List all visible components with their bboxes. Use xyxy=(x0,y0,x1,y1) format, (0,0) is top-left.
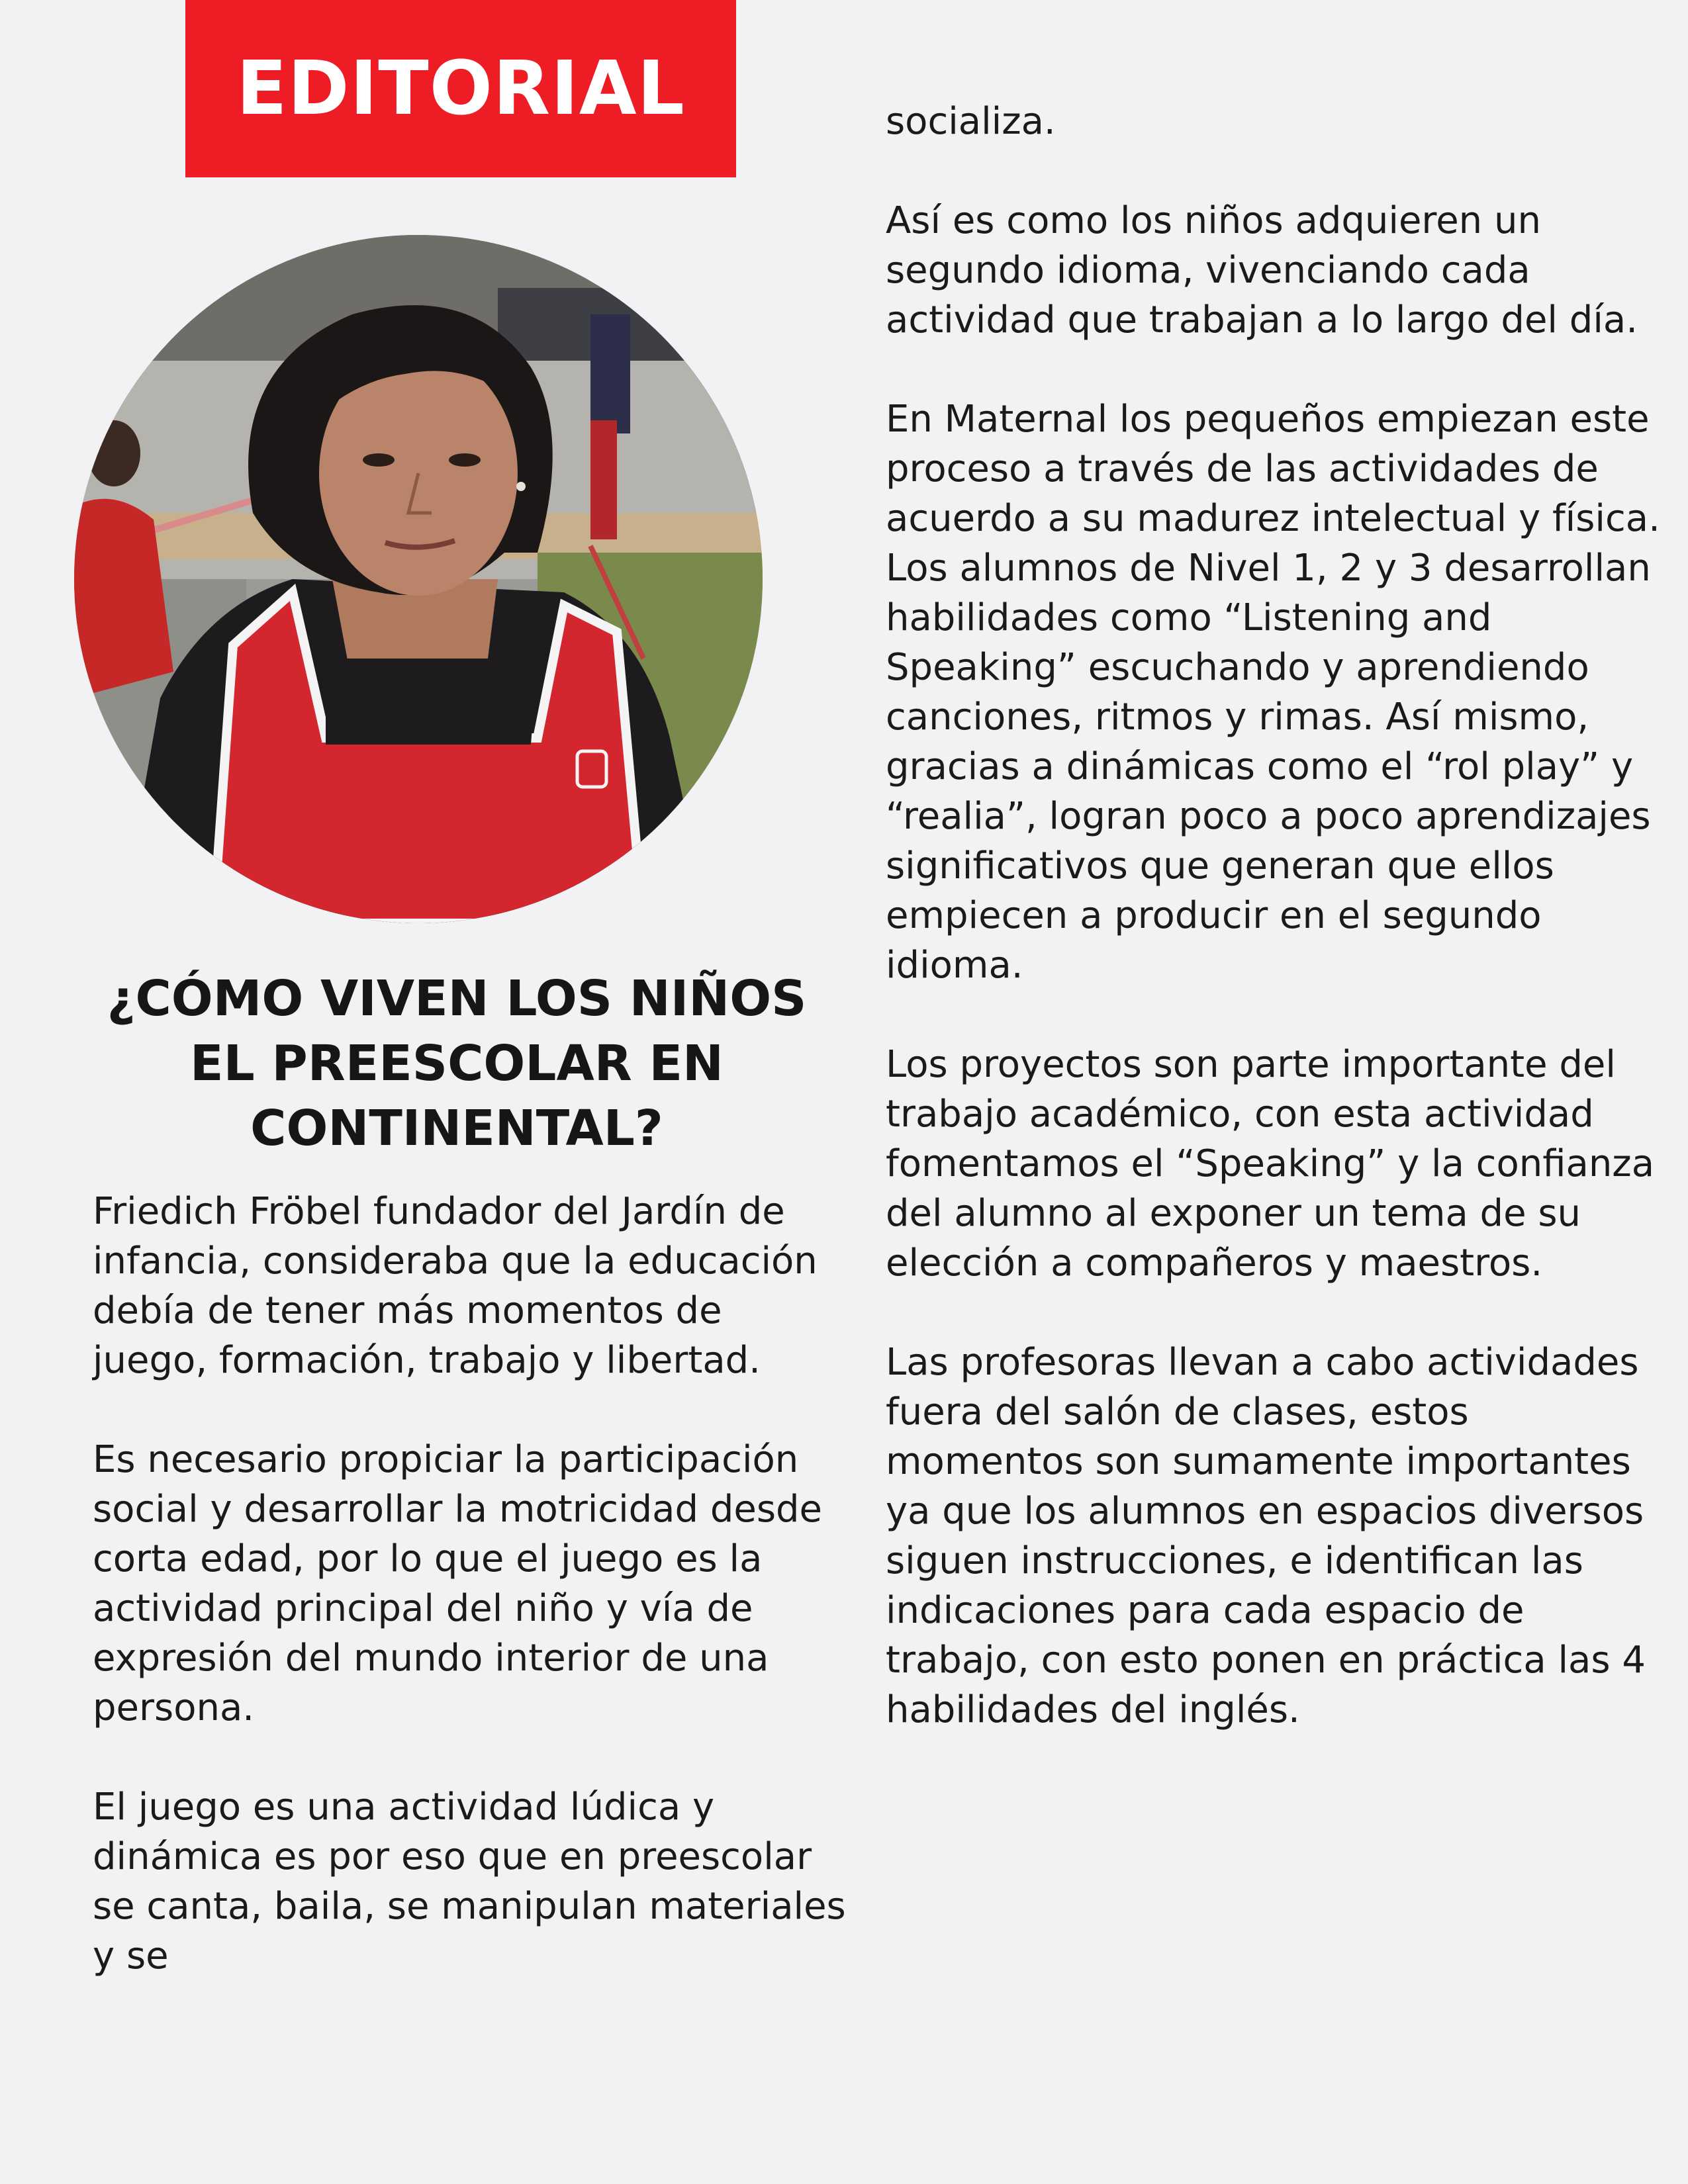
paragraph: En Maternal los pequeños empiezan este proceso a través de las actividades de acuerdo a su madurez intelectual y física. Los alumnos de Nivel 1, 2 y 3 desarrollan habilidades como “Listening and Speaking” escuchando y aprendiendo canciones, ritmos y rimas. Así mismo, gracias a dinámicas como el “rol play” y “realia”, logran poco a poco aprendizajes significativos que generan que ellos empiecen a producir en el segundo idioma. xyxy=(886,398,1660,987)
left-column xyxy=(93,1187,847,1981)
paragraph: Friedich Fröbel fundador del Jardín de infancia, consideraba que la educación debía de tener más momentos de juego, formación, trabajo y libertad. xyxy=(93,1190,818,1382)
right-column xyxy=(886,97,1660,1735)
headline-line-2: EL PREESCOLAR EN xyxy=(190,1035,724,1092)
paragraph: Es necesario propiciar la participación social y desarrollar la motricidad desde corta edad, por lo que el juego es la actividad principal del niño y vía de expresión del mundo interior de una persona. xyxy=(93,1438,823,1729)
paragraph: Así es como los niños adquieren un segundo idioma, vivenciando cada actividad que trabajan a lo largo del día. xyxy=(886,199,1638,341)
portrait-teacher-icon xyxy=(74,235,763,923)
headline-line-1: ¿CÓMO VIVEN LOS NIÑOS xyxy=(107,970,807,1027)
paragraph: Los proyectos son parte importante del trabajo académico, con esta actividad fomentamos el “Speaking” y la confianza del alumno al exponer un tema de su elección a compañeros y maestros. xyxy=(886,1043,1655,1285)
editorial-banner xyxy=(185,0,736,177)
banner-label: EDITORIAL xyxy=(236,46,685,132)
paragraph: Las profesoras llevan a cabo actividades fuera del salón de clases, estos momentos son sumamente importantes ya que los alumnos en espacios diversos siguen instrucciones, e identifican las indicaciones para cada espacio de trabajo, con esto ponen en práctica las 4 habilidades del inglés. xyxy=(886,1341,1646,1731)
paragraph: socializa. xyxy=(886,100,1056,143)
paragraph: El juego es una actividad lúdica y dinámica es por eso que en preescolar se canta, baila, se manipulan materiales y se xyxy=(93,1786,846,1978)
headline-line-3: CONTINENTAL? xyxy=(250,1100,663,1157)
headline xyxy=(60,966,854,1161)
